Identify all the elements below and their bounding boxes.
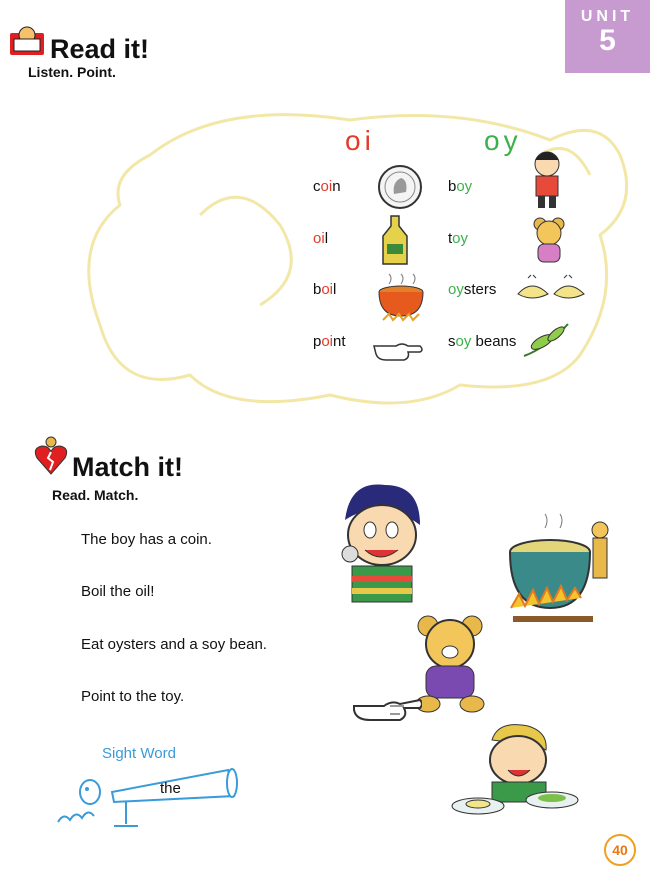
heart-match-icon [34,436,68,476]
boy-with-coin-picture [330,480,430,605]
unit-label: UNIT [580,8,635,25]
match-it-subtitle: Read. Match. [52,487,139,503]
match-sentence-3: Eat oysters and a soy bean. [81,636,267,653]
match-sentence-1: The boy has a coin. [81,531,212,548]
worm-telescope-icon [52,762,242,832]
oil-bottle-icon [377,214,413,268]
word-oysters: oysters [448,281,497,298]
coin-icon [377,164,423,210]
teddy-bear-toy-picture [414,612,496,716]
reading-book-icon [8,25,46,57]
match-sentence-2: Boil the oil! [81,583,155,600]
read-it-subtitle: Listen. Point. [28,64,116,80]
word-toy: toy [448,230,469,247]
boy-icon [527,148,567,210]
word-point: point [313,333,346,350]
pointing-glove-picture [350,680,422,730]
oy-header: oy [484,125,522,156]
boiling-pot-icon [375,272,427,326]
unit-number: 5 [599,24,616,57]
boiling-oil-pot-picture [505,508,617,633]
word-soy-beans: soy beans [448,333,517,350]
page-number: 40 [604,834,636,866]
match-it-title: Match it! [72,452,183,482]
sight-word-label: Sight Word [102,745,176,762]
oysters-icon [516,274,588,308]
read-it-title: Read it! [50,34,150,64]
word-boy: boy [448,178,473,195]
word-oil: oil [313,230,329,247]
sight-word: the [160,780,181,797]
toy-bear-icon [530,216,568,266]
match-sentence-4: Point to the toy. [81,688,185,705]
word-coin: coin [313,178,341,195]
pointing-hand-icon [372,330,424,364]
soy-beans-icon [520,318,572,360]
unit-tab [565,0,650,73]
boy-eating-oysters-picture [448,720,583,820]
oi-header: oi [345,125,375,156]
word-boil: boil [313,281,337,298]
